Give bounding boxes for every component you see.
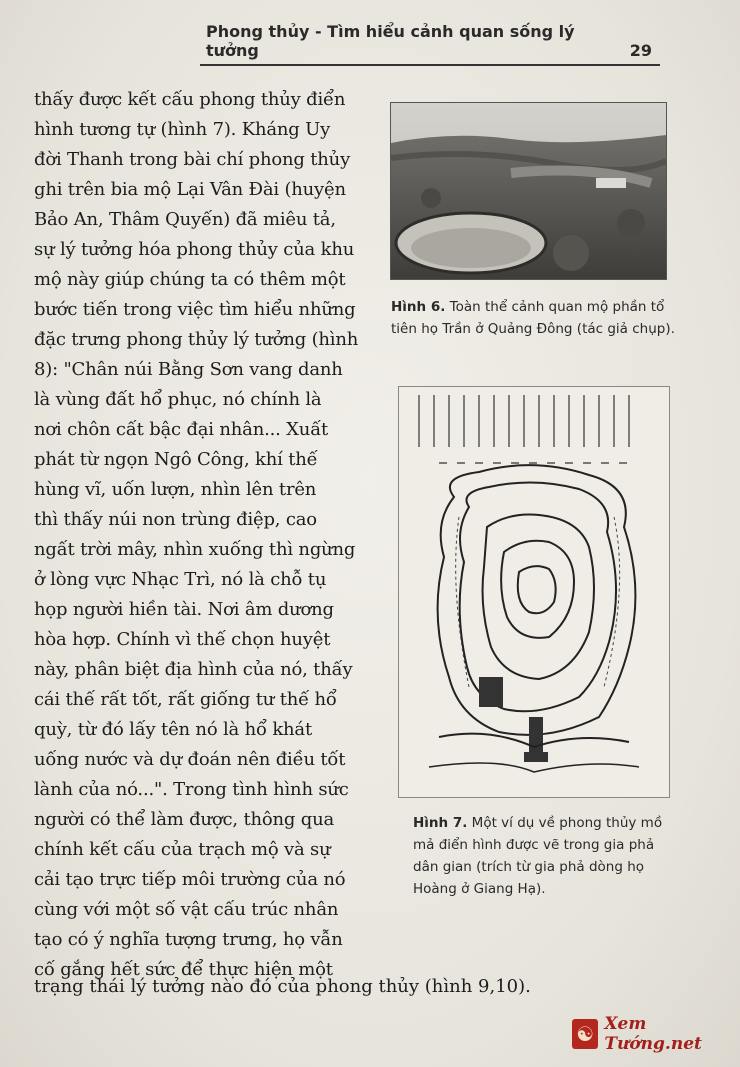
figure-7-caption xyxy=(413,812,675,900)
body-line: ngất trời mây, nhìn xuống thì ngừng xyxy=(34,539,356,560)
body-line: này, phân biệt địa hình của nó, thấy xyxy=(34,659,353,680)
body-line: 8): "Chân núi Bằng Sơn vang danh xyxy=(34,359,343,380)
body-line: thì thấy núi non trùng điệp, cao xyxy=(34,509,317,530)
body-line: là vùng đất hổ phục, nó chính là xyxy=(34,389,322,410)
body-line: người có thể làm được, thông qua xyxy=(34,809,334,830)
body-text xyxy=(34,85,379,985)
body-line: ghi trên bia mộ Lại Vân Đài (huyện xyxy=(34,179,346,200)
yin-yang-icon: ☯ xyxy=(572,1019,598,1049)
body-line: phát từ ngọn Ngô Công, khí thế xyxy=(34,449,318,470)
body-line: đặc trưng phong thủy lý tưởng (hình xyxy=(34,329,359,350)
page-number: 29 xyxy=(629,41,652,60)
figure-6-photo xyxy=(390,102,667,280)
body-line: tạo có ý nghĩa tượng trưng, họ vẫn xyxy=(34,929,343,950)
body-line: cái thế rất tốt, rất giống tư thế hổ xyxy=(34,689,337,710)
running-header xyxy=(200,22,660,66)
body-line: lành của nó...". Trong tình hình sức xyxy=(34,779,349,800)
body-line: Bảo An, Thâm Quyến) đã miêu tả, xyxy=(34,209,336,230)
body-line: đời Thanh trong bài chí phong thủy xyxy=(34,149,351,170)
header-title: Phong thủy - Tìm hiểu cảnh quan sống lý tưởng xyxy=(206,22,575,60)
body-line: ở lòng vực Nhạc Trì, nó là chỗ tụ xyxy=(34,569,327,590)
body-line: mộ này giúp chúng ta có thêm một xyxy=(34,269,346,290)
body-line: hòa hợp. Chính vì thế chọn huyệt xyxy=(34,629,331,650)
body-line: nơi chôn cất bậc đại nhân... Xuất xyxy=(34,419,329,440)
figure-6-caption xyxy=(391,296,676,340)
body-last-line: trạng thái lý tưởng nào đó của phong thủy (hình 9,10). xyxy=(34,976,531,997)
body-line: cố gắng hết sức để thực hiện một xyxy=(34,959,333,980)
body-line: thấy được kết cấu phong thủy điển xyxy=(34,89,346,110)
logo-text: Xem Tướng.net xyxy=(604,1014,702,1054)
body-line: cải tạo trực tiếp môi trường của nó xyxy=(34,869,346,890)
figure-7-map xyxy=(398,386,670,798)
body-line: uống nước và dự đoán nên điều tốt xyxy=(34,749,346,770)
body-line: chính kết cấu của trạch mộ và sự xyxy=(34,839,331,860)
body-line: bước tiến trong việc tìm hiểu những xyxy=(34,299,356,320)
body-line: cùng với một số vật cấu trúc nhân xyxy=(34,899,339,920)
figure-6-label: Hình 6. xyxy=(391,299,446,315)
body-line: hùng vĩ, uốn lượn, nhìn lên trên xyxy=(34,479,317,500)
figure-7-label: Hình 7. xyxy=(413,815,468,831)
body-line: quỳ, từ đó lấy tên nó là hổ khát xyxy=(34,719,312,740)
figure-6-text: Toàn thể cảnh quan mộ phần tổ tiên họ Trần ở Quảng Đông (tác giả chụp). xyxy=(391,299,675,337)
body-line: họp người hiền tài. Nơi âm dương xyxy=(34,599,334,620)
figure-7-text: Một ví dụ về phong thủy mồ mả điển hình được vẽ trong gia phả dân gian (trích từ gia phả dòng họ Hoàng ở Giang Hạ). xyxy=(413,815,663,897)
site-logo[interactable] xyxy=(572,1014,732,1054)
body-line: sự lý tưởng hóa phong thủy của khu xyxy=(34,239,355,260)
body-line: hình tương tự (hình 7). Kháng Uy xyxy=(34,119,331,140)
